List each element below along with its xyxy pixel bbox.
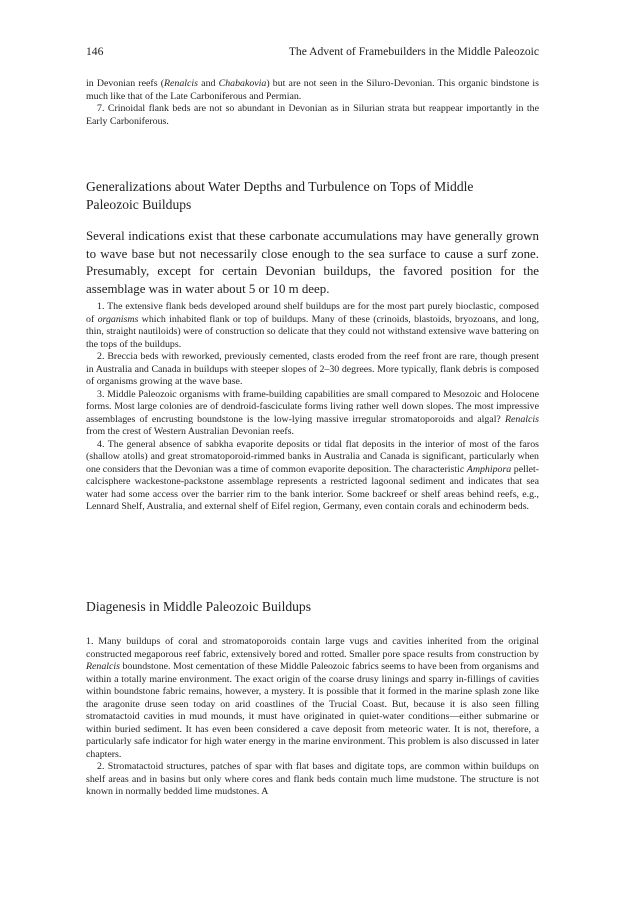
numbered-paragraph-2: 2. Stromatactoid structures, patches of spar with flat bases and digitate tops, are common within buildups on shelf areas and in basins but only where cores and flank beds contain much lime mudstone. The structure is not known in normally bedded lime mudstones. A (86, 761, 539, 797)
continued-paragraph: in Devonian reefs (Renalcis and Chabakovia) but are not seen in the Siluro-Devonian. This organic bindstone is much like that of the Late Carboniferous and Permian. (86, 78, 539, 102)
section-heading: Diagenesis in Middle Paleozoic Buildups (86, 599, 312, 614)
section-heading: Generalizations about Water Depths and Turbulence on Tops of Middle Paleozoic Buildups (86, 179, 474, 212)
numbered-paragraph-1: 1. Many buildups of coral and stromatoporoids contain large vugs and cavities inherited from the original constructed megaporous reef fabric, extensively bored and rotted. Smaller pore space results from construction by Renalcis boundstone. Most cementation of these Middle Paleozoic fabrics seems to have been from organisms and within a totally marine environment. The exact origin of the coarse drusy linings and sparry in-fillings of cavities within boundstone fabric remains, however, a mystery. It is possible that it formed in the marine splash zone like the aragonite druse seen today on arid coastlines of the Trucial Coast. But, because it is also seen filling stromatactoid cavities in mud mounds, it must have originated in quiet-water conditions—either submarine or within buried sediment. It has even been considered a cave deposit from meteoric water. It is not, therefore, a particularly safe indicator for high water energy in the marine environment. This problem is also discussed in later chapters. (86, 636, 539, 760)
section-diagenesis (86, 598, 539, 799)
lead-paragraph: Several indications exist that these carbonate accumulations may have generally grown to wave base but not necessarily close enough to the sea surface to cause a surf zone. Presumably, except for certain Devonian buildups, the favored position for the assemblage was in water about 5 or 10 m deep. (86, 229, 539, 296)
page-number: 146 (86, 45, 104, 58)
section-water-depths (86, 178, 539, 514)
running-header (86, 45, 539, 58)
running-title: The Advent of Framebuilders in the Middle Paleozoic (288, 45, 539, 58)
numbered-paragraph-1: 1. The extensive flank beds developed around shelf buildups are for the most part purely bioclastic, composed of organisms which inhabited flank or top of buildups. Many of these (crinoids, blastoids, bryozoans, and long, thin, straight nautiloids) were of construction so delicate that they could not withstand extensive wave battering on the tops of the buildups. (86, 301, 539, 350)
intro-block (86, 78, 539, 128)
paragraph-7: 7. Crinoidal flank beds are not so abundant in Devonian as in Silurian strata but reappear importantly in the Early Carboniferous. (86, 103, 539, 127)
numbered-paragraph-4: 4. The general absence of sabkha evaporite deposits or tidal flat deposits in the interior of most of the faros (shallow atolls) and great stromatoporoid-rimmed banks in Australia and Canada is significant, particularly when one considers that the Devonian was a time of common evaporite deposition. The characteristic Amphipora pellet-calcisphere wackestone-packstone assemblage represents a restricted lagoonal sediment and indicates that sea water had some access over the barrier rim to the bank interior. Some backreef or shelf areas behind reefs, e.g., Lennard Shelf, Australia, and external shelf of Eifel region, Germany, even contain corals and echinoderm beds. (86, 438, 539, 513)
numbered-paragraph-3: 3. Middle Paleozoic organisms with frame-building capabilities are small compared to Mesozoic and Holocene forms. Most large colonies are of dendroid-fasciculate forms living rather well down slopes. The most impressive assemblages of encrusting boundstone is the low-lying massive irregular stromatoporoids and algal? Renalcis from the crest of Western Australian Devonian reefs. (86, 388, 539, 438)
numbered-paragraph-2: 2. Breccia beds with reworked, previously cemented, clasts eroded from the reef front are rare, though present in Australia and Canada in buildups with steeper slopes of 2–30 degrees. More typically, flank debris is composed of organisms growing at the wave base. (86, 351, 539, 388)
